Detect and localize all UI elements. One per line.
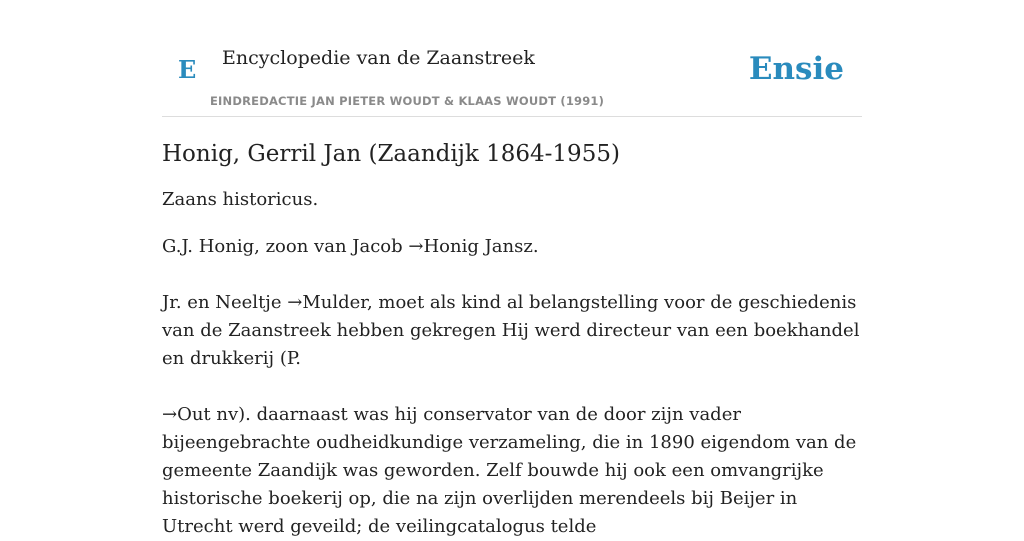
article-paragraph	[162, 233, 862, 261]
paragraph-text: .	[532, 236, 539, 257]
article-paragraph	[162, 289, 862, 373]
paragraph-text: G.J. Honig, zoon van Jacob	[162, 236, 409, 257]
paragraph-text: ). daarnaast was hij conservator van de door zijn vader bijeengebrachte oudheidkundige verzameling, die in 1890 eigendom van de gemeente Zaandijk was geworden. Zelf bouwde hij ook een omvangrijke historische boekerij op, die na zijn overlijden merendeels bij Beijer in Utrecht werd geveild; de veilingcatalogus telde	[162, 404, 857, 537]
page-title: Honig, Gerril Jan (Zaandijk 1864-1955)	[162, 141, 620, 167]
article-paragraph	[162, 401, 862, 541]
entry-summary: Zaans historicus.	[162, 189, 319, 210]
book-logo-icon[interactable]: E	[178, 55, 197, 84]
cross-reference-link[interactable]: →Out nv	[162, 404, 239, 425]
article	[162, 136, 862, 541]
book-subtitle: EINDREDACTIE JAN PIETER WOUDT & KLAAS WOUDT (1991)	[210, 94, 605, 108]
paragraph-text: Jr. en Neeltje	[162, 292, 288, 313]
site-header	[162, 0, 862, 117]
cross-reference-link[interactable]: →Honig Jansz	[408, 236, 533, 257]
ensie-logo[interactable]: Ensie	[748, 51, 844, 87]
book-title[interactable]: Encyclopedie van de Zaanstreek	[222, 47, 535, 69]
cross-reference-link[interactable]: →Mulder	[287, 292, 367, 313]
paragraph-text: , moet als kind al belangstelling voor de geschiedenis van de Zaanstreek hebben gekregen Hij werd directeur van een boekhandel en drukkerij (P.	[162, 292, 860, 369]
